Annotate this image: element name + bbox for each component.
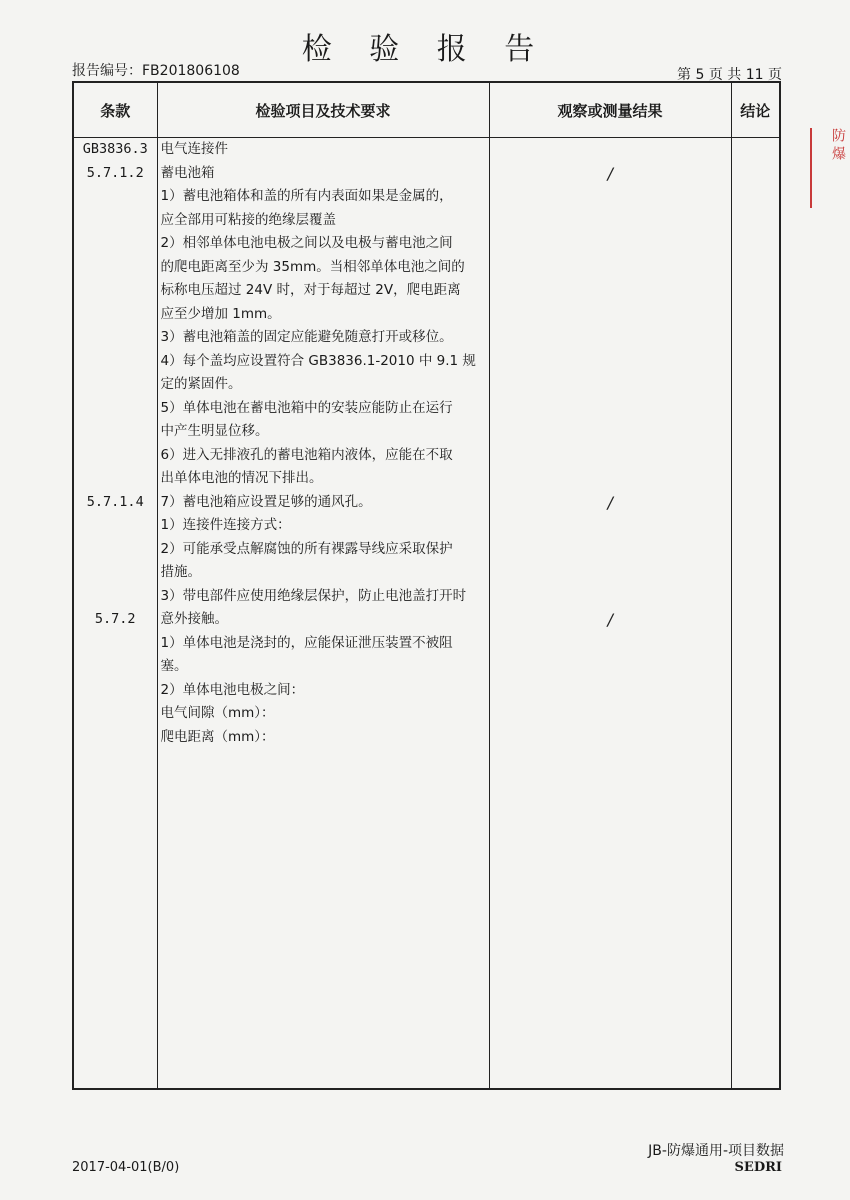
- col-header-requirement: 检验项目及技术要求: [157, 82, 489, 138]
- clause-spacer: [74, 256, 157, 280]
- report-title: 检 验 报 告: [301, 32, 549, 67]
- sedri-logo: SEDRI: [734, 1160, 782, 1175]
- requirement-line: 5）单体电池在蓄电池箱中的安装应能防止在运行: [160, 399, 453, 416]
- clause-spacer: [74, 209, 157, 233]
- form-name: JB-防爆通用-项目数据: [648, 1143, 784, 1159]
- requirement-line: 塞。: [160, 658, 188, 674]
- requirement-line: 定的紧固件。: [160, 376, 242, 392]
- col-header-clause: 条款: [73, 82, 157, 138]
- clause-spacer: [74, 655, 157, 679]
- requirement-line: 7）蓄电池箱应设置足够的通风孔。: [160, 493, 372, 510]
- clause-spacer: [74, 726, 157, 750]
- requirement-line: 1）连接件连接方式：: [160, 517, 291, 533]
- requirement-line: 的爬电距离至少为 35mm。当相邻单体电池之间的: [160, 258, 465, 275]
- clause-spacer: [74, 279, 157, 303]
- requirement-line: 1）单体电池是浇封的，应能保证泄压装置不被阻: [160, 634, 453, 651]
- requirement-line: 应至少增加 1mm。: [160, 305, 281, 322]
- clause-spacer: [74, 679, 157, 703]
- clause-spacer: [74, 350, 157, 374]
- requirement-line: 3）蓄电池箱盖的固定应能避免随意打开或移位。: [160, 329, 453, 345]
- col-header-result: 观察或测量结果: [489, 82, 731, 138]
- report-number: 报告编号：FB201806108: [72, 63, 240, 79]
- requirement-line: 1）蓄电池箱体和盖的所有内表面如果是金属的，: [160, 188, 453, 204]
- table-body-row: [73, 138, 780, 1090]
- requirement-line: 中产生明显位移。: [160, 423, 269, 439]
- clause-number: GB3836.3: [82, 141, 148, 157]
- clause-spacer: [74, 420, 157, 444]
- requirement-line: 标称电压超过 24V 时，对于每超过 2V，爬电距离: [160, 282, 461, 298]
- result-mark: /: [607, 163, 613, 183]
- requirement-line: 意外接触。: [160, 611, 228, 627]
- date-code: 2017-04-01(B/0): [72, 1160, 180, 1175]
- clause-column: [73, 138, 157, 1090]
- clause-spacer: [74, 444, 157, 468]
- requirement-column: [157, 138, 489, 1090]
- requirement-line: 出单体电池的情况下排出。: [160, 470, 323, 486]
- clause-spacer: [74, 303, 157, 327]
- col-header-conclusion: 结论: [731, 82, 780, 138]
- requirement-line: 电气连接件: [160, 141, 228, 157]
- clause-spacer: [74, 632, 157, 656]
- clause-spacer: [74, 397, 157, 421]
- requirement-line: 2）相邻单体电池电极之间以及电极与蓄电池之间: [160, 235, 453, 251]
- clause-spacer: [74, 373, 157, 397]
- requirement-line: 蓄电池箱: [160, 164, 215, 181]
- page-info: 第 5 页 共 11 页: [677, 67, 782, 83]
- requirement-line: 电气间隙（mm）：: [160, 705, 275, 721]
- side-stamp: 防爆: [810, 128, 848, 208]
- clause-number: 5.7.1.2: [86, 164, 144, 181]
- clause-spacer: [74, 232, 157, 256]
- conclusion-column: [731, 138, 780, 1090]
- requirement-line: 4）每个盖均应设置符合 GB3836.1-2010 中 9.1 规: [160, 352, 476, 369]
- clause-spacer: [74, 585, 157, 609]
- inspection-table: [72, 81, 781, 1090]
- requirement-line: 措施。: [160, 564, 201, 580]
- clause-spacer: [74, 538, 157, 562]
- clause-spacer: [74, 467, 157, 491]
- result-mark: /: [607, 610, 613, 629]
- clause-spacer: [74, 326, 157, 350]
- clause-spacer: [74, 514, 157, 538]
- requirement-line: 爬电距离（mm）：: [160, 728, 275, 745]
- clause-spacer: [74, 185, 157, 209]
- clause-number: 5.7.2: [94, 611, 136, 627]
- clause-spacer: [74, 702, 157, 726]
- requirement-line: 6）进入无排液孔的蓄电池箱内液体，应能在不取: [160, 446, 453, 463]
- requirement-line: 应全部用可粘接的绝缘层覆盖: [160, 211, 336, 228]
- requirement-line: 3）带电部件应使用绝缘层保护，防止电池盖打开时: [160, 587, 467, 604]
- requirement-line: 2）可能承受点解腐蚀的所有裸露导线应采取保护: [160, 540, 453, 557]
- clause-number: 5.7.1.4: [86, 493, 144, 510]
- table-header-row: [73, 82, 780, 138]
- result-column: [489, 138, 731, 1090]
- result-mark: /: [607, 492, 613, 512]
- requirement-line: 2）单体电池电极之间：: [160, 681, 305, 698]
- clause-spacer: [74, 561, 157, 585]
